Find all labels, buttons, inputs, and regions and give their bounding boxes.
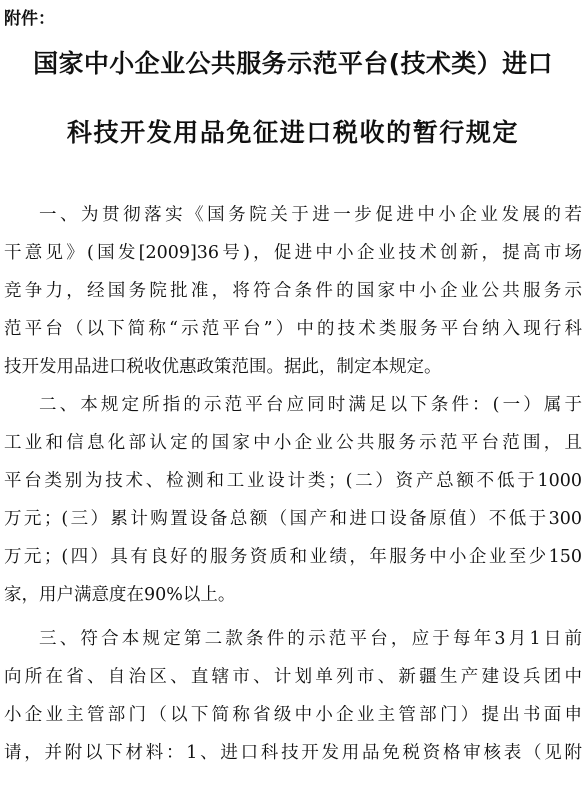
paragraph-3 [4,620,582,772]
text-line: 万元；(三）累计购置设备总额（国产和进口设备原值）不低于300 [4,509,582,529]
text-line: 向所在省、自治区、直辖市、计划单列市、新疆生产建设兵团中 [4,667,582,687]
text-line: 技开发用品进口税收优惠政策范围。据此，制定本规定。 [4,357,442,377]
text-line: 工业和信息化部认定的国家中小企业公共服务示范平台范围，且 [4,433,582,453]
text-line: 家，用户满意度在90%以上。 [4,585,236,605]
text-line: 小企业主管部门（以下简称省级中小企业主管部门）提出书面申 [4,705,582,725]
text-line: 三、符合本规定第二款条件的示范平台，应于每年3月1日前 [39,629,582,649]
paragraph-2 [4,386,582,614]
text-line: 一、为贯彻落实《国务院关于进一步促进中小企业发展的若 [39,205,582,225]
title-line-1: 国家中小企业公共服务示范平台(技术类）进口 [33,49,553,78]
document-body [4,196,582,772]
title-line-2: 科技开发用品免征进口税收的暂行规定 [66,118,520,147]
text-line: 二、本规定所指的示范平台应同时满足以下条件：(一）属于 [39,395,582,415]
text-line: 范平台（以下简称“示范平台”）中的技术类服务平台纳入现行科 [4,319,582,339]
text-line: 平台类别为技术、检测和工业设计类；(二）资产总额不低于1000 [4,471,582,491]
text-line: 请，并附以下材料：1、进口科技开发用品免税资格审核表（见附 [4,743,582,763]
text-line: 干意见》(国发[2009]36号)，促进中小企业技术创新，提高市场 [4,243,582,263]
text-line: 竞争力，经国务院批准，将符合条件的国家中小企业公共服务示 [4,281,582,301]
paragraph-1 [4,196,582,386]
attachment-label: 附件： [4,9,55,29]
text-line: 万元；(四）具有良好的服务资质和业绩，年服务中小企业至少150 [4,547,582,567]
